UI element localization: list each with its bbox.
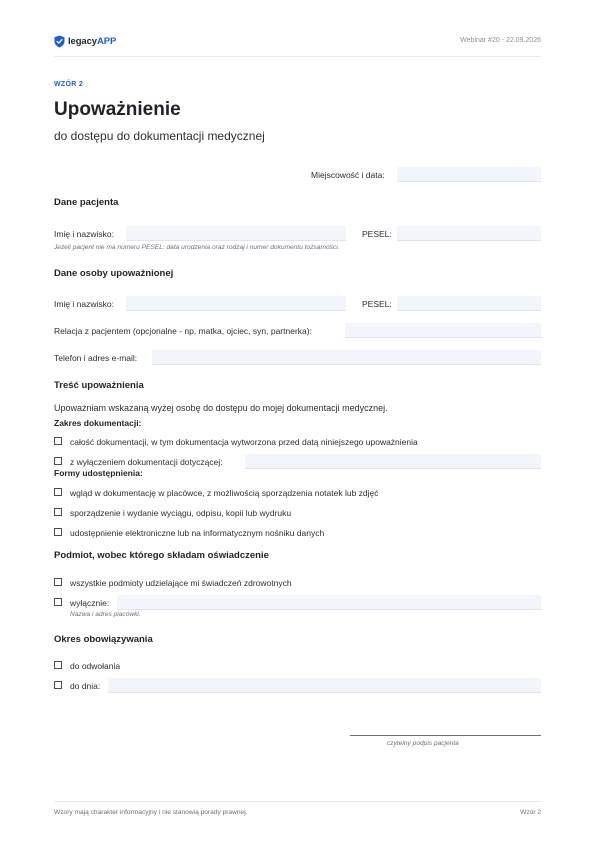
page-title: Upoważnienie — [54, 99, 181, 120]
shield-icon — [54, 35, 65, 48]
forms-heading: Formy udostępnienia: — [54, 468, 143, 478]
form-electronic-label: udostępnienie elektroniczne lub na informatycznym nośniku danych — [70, 528, 325, 538]
form-view-label: wgląd w dokumentację w placówce, z możliwością sporządzenia notatek lub zdjęć — [70, 488, 379, 498]
entities-only-checkbox[interactable] — [54, 598, 62, 606]
entities-only-hint: Nazwa i adres placówki. — [70, 611, 141, 618]
template-tag: WZÓR 2 — [54, 81, 84, 88]
section-entities: Podmiot, wobec którego składam oświadczenie — [54, 550, 269, 561]
form-electronic-checkbox[interactable] — [54, 528, 62, 536]
until-date-checkbox[interactable] — [54, 681, 62, 689]
contact-field[interactable] — [152, 350, 541, 365]
header-divider — [54, 56, 541, 57]
until-date-label: do dnia: — [70, 681, 101, 691]
authorized-name-field[interactable] — [126, 296, 346, 311]
section-patient: Dane pacjenta — [54, 197, 119, 208]
patient-name-label: Imię i nazwisko: — [54, 229, 114, 239]
patient-pesel-hint: Jeżeli pacjent nie ma numeru PESEL: data urodzenia oraz rodzaj i numer dokumentu tożsamości. — [54, 244, 340, 251]
place-date-label: Miejscowość i data: — [311, 170, 385, 180]
entities-all-label: wszystkie podmioty udzielające mi świadczeń zdrowotnych — [70, 578, 292, 588]
place-date-field[interactable] — [397, 167, 541, 182]
relation-field[interactable] — [345, 323, 541, 338]
brand-logo — [54, 35, 116, 48]
signature-caption: czytelny podpis pacjenta — [387, 740, 459, 747]
header-meta: Webinar #20 - 22.09.2026 — [460, 37, 541, 44]
authorized-name-label: Imię i nazwisko: — [54, 299, 114, 309]
authorized-pesel-field[interactable] — [397, 296, 541, 311]
form-copy-checkbox[interactable] — [54, 508, 62, 516]
entities-all-checkbox[interactable] — [54, 578, 62, 586]
until-date-field[interactable] — [108, 678, 541, 693]
page-subtitle: do dostępu do dokumentacji medycznej — [54, 129, 265, 143]
scope-all-checkbox[interactable] — [54, 437, 62, 445]
signature-line[interactable] — [350, 735, 541, 736]
scope-heading: Zakres dokumentacji: — [54, 418, 142, 428]
form-view-checkbox[interactable] — [54, 488, 62, 496]
authorization-statement: Upoważniam wskazaną wyżej osobę do dostępu do mojej dokumentacji medycznej. — [54, 403, 388, 413]
contact-label: Telefon i adres e-mail: — [54, 353, 138, 363]
patient-pesel-field[interactable] — [397, 226, 541, 241]
patient-pesel-label: PESEL: — [362, 229, 392, 239]
form-copy-label: sporządzenie i wydanie wyciągu, odpisu, kopii lub wydruku — [70, 508, 292, 518]
section-authorized: Dane osoby upoważnionej — [54, 268, 174, 279]
entities-only-field[interactable] — [117, 595, 541, 610]
brand-name: legacyAPP — [68, 36, 117, 47]
until-revoked-label: do odwołania — [70, 661, 121, 671]
section-validity: Okres obowiązywania — [54, 634, 153, 645]
until-revoked-checkbox[interactable] — [54, 661, 62, 669]
patient-name-field[interactable] — [126, 226, 346, 241]
relation-label: Relacja z pacjentem (opcjonalne - np. matka, ojciec, syn, partnerka): — [54, 326, 312, 336]
footer-divider — [54, 801, 541, 802]
entities-only-label: wyłącznie: — [70, 598, 110, 608]
authorized-pesel-label: PESEL: — [362, 299, 392, 309]
footer-disclaimer: Wzory mają charakter informacyjny i nie stanowią porady prawnej. — [54, 809, 248, 816]
scope-except-checkbox[interactable] — [54, 457, 62, 465]
section-content: Treść upoważnienia — [54, 380, 144, 391]
scope-except-field[interactable] — [245, 454, 541, 469]
scope-all-label: całość dokumentacji, w tym dokumentacja wytworzona przed datą niniejszego upoważnienia — [70, 437, 418, 447]
footer-page-label: Wzór 2 — [520, 809, 541, 816]
scope-except-label: z wyłączeniem dokumentacji dotyczącej: — [70, 457, 223, 467]
